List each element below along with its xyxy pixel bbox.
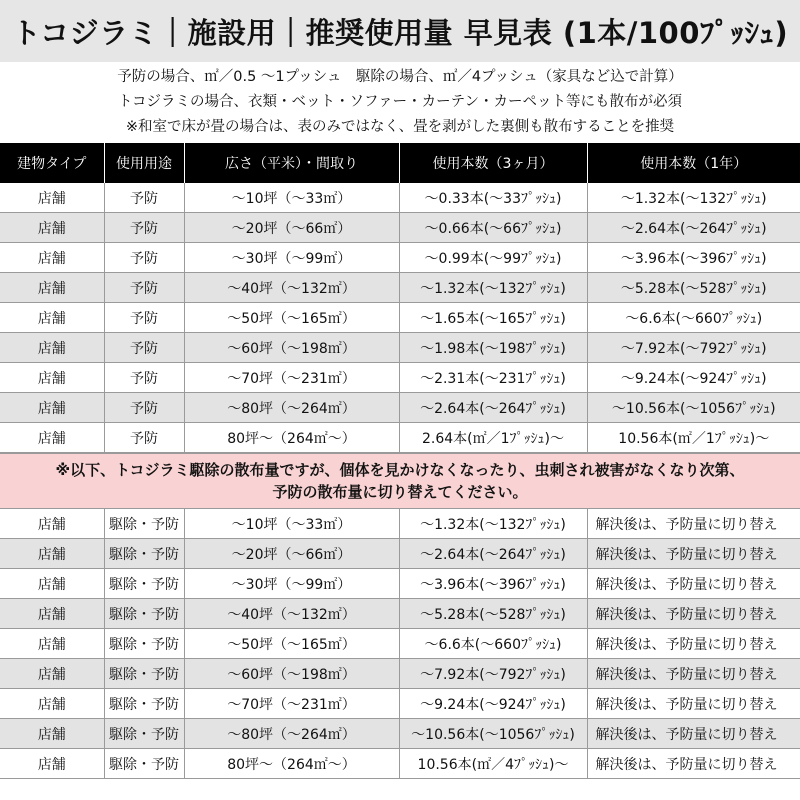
- table-cell: ～80坪（～264㎡）: [184, 719, 399, 749]
- column-header: 使用本数（3ヶ月）: [399, 143, 587, 183]
- table-row: [0, 509, 800, 539]
- table-cell: ～6.6本(～660ﾌﾟｯｼｭ): [587, 303, 800, 333]
- table-cell: ～0.99本(～99ﾌﾟｯｼｭ): [399, 243, 587, 273]
- table-cell: 10.56本(㎡／1ﾌﾟｯｼｭ)～: [587, 423, 800, 453]
- table-cell: ～50坪（～165㎡）: [184, 629, 399, 659]
- extermination-rows: [0, 509, 800, 779]
- table-row: [0, 183, 800, 213]
- table-cell: 店舗: [0, 303, 104, 333]
- table-row: [0, 569, 800, 599]
- table-cell: ～40坪（～132㎡）: [184, 599, 399, 629]
- table-cell: 駆除・予防: [104, 629, 184, 659]
- table-header-row: [0, 143, 800, 183]
- table-cell: ～10坪（～33㎡）: [184, 509, 399, 539]
- table-cell: 店舗: [0, 423, 104, 453]
- table-row: [0, 423, 800, 453]
- table-cell: ～2.64本(～264ﾌﾟｯｼｭ): [587, 213, 800, 243]
- table-cell: 店舗: [0, 273, 104, 303]
- table-cell: 店舗: [0, 689, 104, 719]
- table-cell: 店舗: [0, 393, 104, 423]
- page-title: トコジラミ｜施設用｜推奨使用量 早見表 (1本/100ﾌﾟｯｼｭ): [11, 15, 789, 50]
- table-cell: 店舗: [0, 569, 104, 599]
- table-cell: 店舗: [0, 719, 104, 749]
- table-cell: 解決後は、予防量に切り替え: [587, 719, 800, 749]
- table-cell: ～40坪（～132㎡）: [184, 273, 399, 303]
- table-cell: ～10.56本(～1056ﾌﾟｯｼｭ): [399, 719, 587, 749]
- table-cell: 2.64本(㎡／1ﾌﾟｯｼｭ)～: [399, 423, 587, 453]
- column-header: 使用本数（1年）: [587, 143, 800, 183]
- table-cell: 解決後は、予防量に切り替え: [587, 629, 800, 659]
- usage-notes: [0, 62, 800, 143]
- table-cell: ～80坪（～264㎡）: [184, 393, 399, 423]
- table-row: [0, 333, 800, 363]
- table-cell: ～30坪（～99㎡）: [184, 243, 399, 273]
- table-row: [0, 629, 800, 659]
- table-cell: ～60坪（～198㎡）: [184, 659, 399, 689]
- table-row: [0, 719, 800, 749]
- table-cell: ～5.28本(～528ﾌﾟｯｼｭ): [399, 599, 587, 629]
- table-cell: ～9.24本(～924ﾌﾟｯｼｭ): [587, 363, 800, 393]
- table-row: [0, 243, 800, 273]
- title-bar: [0, 0, 800, 62]
- table-row: [0, 749, 800, 779]
- table-cell: ～1.98本(～198ﾌﾟｯｼｭ): [399, 333, 587, 363]
- table-cell: ～0.33本(～33ﾌﾟｯｼｭ): [399, 183, 587, 213]
- table-cell: 解決後は、予防量に切り替え: [587, 509, 800, 539]
- table-cell: ～2.64本(～264ﾌﾟｯｼｭ): [399, 393, 587, 423]
- table-cell: ～50坪（～165㎡）: [184, 303, 399, 333]
- table-cell: 駆除・予防: [104, 659, 184, 689]
- table-cell: 予防: [104, 243, 184, 273]
- table-cell: 10.56本(㎡／4ﾌﾟｯｼｭ)～: [399, 749, 587, 779]
- table-cell: 予防: [104, 303, 184, 333]
- column-header: 広さ（平米）・間取り: [184, 143, 399, 183]
- table-cell: 予防: [104, 363, 184, 393]
- extermination-table: [0, 509, 800, 779]
- table-cell: 予防: [104, 213, 184, 243]
- table-cell: ～6.6本(～660ﾌﾟｯｼｭ): [399, 629, 587, 659]
- table-cell: 80坪～（264㎡～）: [184, 749, 399, 779]
- table-cell: ～1.32本(～132ﾌﾟｯｼｭ): [399, 509, 587, 539]
- table-cell: ～1.32本(～132ﾌﾟｯｼｭ): [587, 183, 800, 213]
- table-cell: 店舗: [0, 183, 104, 213]
- table-cell: ～2.64本(～264ﾌﾟｯｼｭ): [399, 539, 587, 569]
- table-cell: ～70坪（～231㎡）: [184, 363, 399, 393]
- table-cell: ～5.28本(～528ﾌﾟｯｼｭ): [587, 273, 800, 303]
- table-cell: 店舗: [0, 333, 104, 363]
- note-line: ※和室で床が畳の場合は、表のみではなく、畳を剥がした裏側も散布することを推奨: [125, 119, 675, 135]
- table-cell: 予防: [104, 393, 184, 423]
- table-cell: 予防: [104, 423, 184, 453]
- table-row: [0, 659, 800, 689]
- table-cell: 解決後は、予防量に切り替え: [587, 539, 800, 569]
- table-cell: 解決後は、予防量に切り替え: [587, 599, 800, 629]
- table-cell: 解決後は、予防量に切り替え: [587, 749, 800, 779]
- table-cell: 店舗: [0, 213, 104, 243]
- note-line: 予防の場合、㎡／0.5 ～1プッシュ 駆除の場合、㎡／4プッシュ（家具など込で計算）: [117, 69, 683, 85]
- prevention-table: [0, 143, 800, 453]
- table-cell: ～10.56本(～1056ﾌﾟｯｼｭ): [587, 393, 800, 423]
- banner-line: 予防の散布量に切り替えてください。: [272, 483, 528, 501]
- table-row: [0, 539, 800, 569]
- table-cell: 店舗: [0, 509, 104, 539]
- table-cell: 80坪～（264㎡～）: [184, 423, 399, 453]
- table-row: [0, 273, 800, 303]
- table-cell: ～20坪（～66㎡）: [184, 213, 399, 243]
- table-cell: ～7.92本(～792ﾌﾟｯｼｭ): [399, 659, 587, 689]
- table-cell: 駆除・予防: [104, 599, 184, 629]
- table-cell: 駆除・予防: [104, 719, 184, 749]
- table-cell: 駆除・予防: [104, 689, 184, 719]
- table-cell: 解決後は、予防量に切り替え: [587, 569, 800, 599]
- table-cell: 店舗: [0, 749, 104, 779]
- banner-line: ※以下、トコジラミ駆除の散布量ですが、個体を見かけなくなったり、虫刺され被害がなくなり次第、: [55, 461, 745, 479]
- prevention-rows: [0, 183, 800, 453]
- table-cell: 駆除・予防: [104, 509, 184, 539]
- table-cell: ～10坪（～33㎡）: [184, 183, 399, 213]
- table-row: [0, 689, 800, 719]
- table-row: [0, 393, 800, 423]
- table-cell: ～9.24本(～924ﾌﾟｯｼｭ): [399, 689, 587, 719]
- table-cell: ～70坪（～231㎡）: [184, 689, 399, 719]
- table-cell: 店舗: [0, 363, 104, 393]
- table-cell: ～20坪（～66㎡）: [184, 539, 399, 569]
- table-row: [0, 363, 800, 393]
- note-line: トコジラミの場合、衣類・ベット・ソファー・カーテン・カーペット等にも散布が必須: [118, 94, 682, 110]
- table-cell: 駆除・予防: [104, 749, 184, 779]
- table-cell: 解決後は、予防量に切り替え: [587, 689, 800, 719]
- table-row: [0, 599, 800, 629]
- table-cell: ～7.92本(～792ﾌﾟｯｼｭ): [587, 333, 800, 363]
- table-cell: 店舗: [0, 243, 104, 273]
- table-cell: 店舗: [0, 599, 104, 629]
- table-cell: 店舗: [0, 539, 104, 569]
- table-cell: 予防: [104, 273, 184, 303]
- table-cell: ～0.66本(～66ﾌﾟｯｼｭ): [399, 213, 587, 243]
- table-row: [0, 213, 800, 243]
- table-cell: ～1.65本(～165ﾌﾟｯｼｭ): [399, 303, 587, 333]
- table-cell: 駆除・予防: [104, 539, 184, 569]
- table-cell: 店舗: [0, 659, 104, 689]
- column-header: 使用用途: [104, 143, 184, 183]
- table-cell: ～2.31本(～231ﾌﾟｯｼｭ): [399, 363, 587, 393]
- table-row: [0, 303, 800, 333]
- table-cell: 解決後は、予防量に切り替え: [587, 659, 800, 689]
- switch-notice-banner: [0, 453, 800, 509]
- table-cell: 予防: [104, 333, 184, 363]
- table-cell: 駆除・予防: [104, 569, 184, 599]
- column-header: 建物タイプ: [0, 143, 104, 183]
- table-cell: ～3.96本(～396ﾌﾟｯｼｭ): [587, 243, 800, 273]
- table-cell: 予防: [104, 183, 184, 213]
- table-cell: 店舗: [0, 629, 104, 659]
- table-cell: ～60坪（～198㎡）: [184, 333, 399, 363]
- table-cell: ～30坪（～99㎡）: [184, 569, 399, 599]
- table-cell: ～1.32本(～132ﾌﾟｯｼｭ): [399, 273, 587, 303]
- table-cell: ～3.96本(～396ﾌﾟｯｼｭ): [399, 569, 587, 599]
